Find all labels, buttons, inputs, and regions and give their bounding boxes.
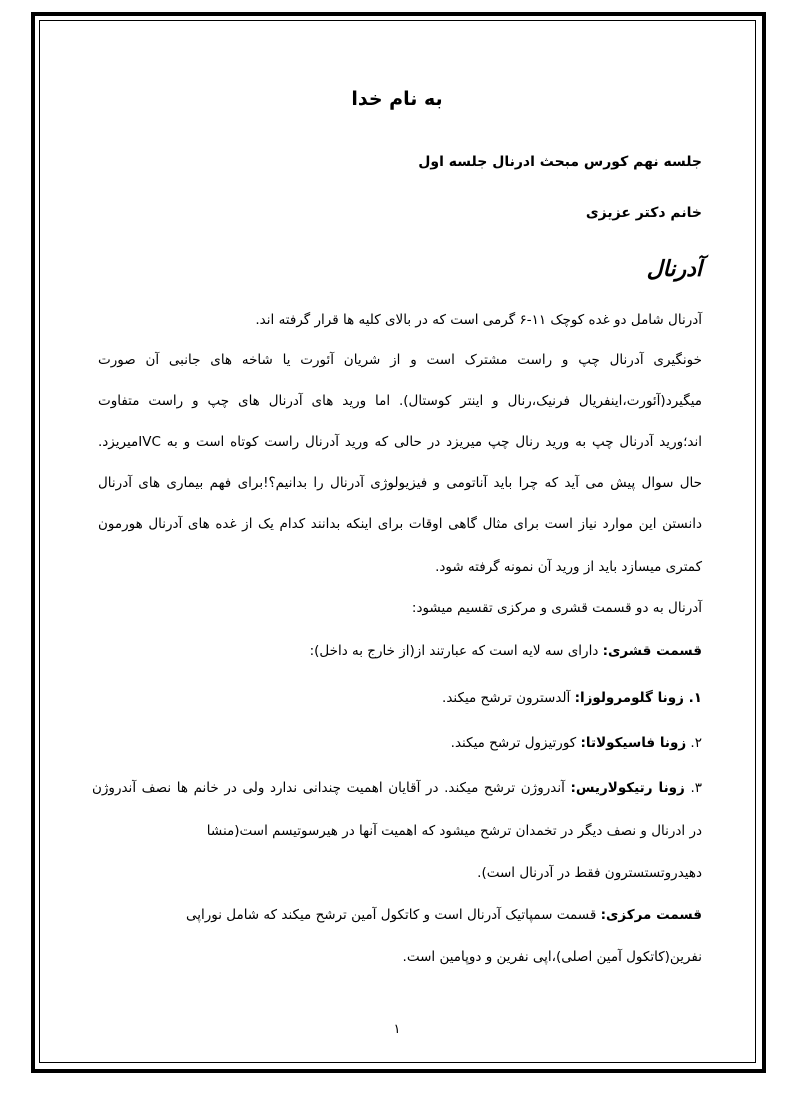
paragraph-line: نفرین(کاتکول آمین اصلی)،اپی نفرین و دوپامین است. bbox=[402, 949, 702, 965]
paragraph-line: آدرنال به دو قسمت قشری و مرکزی تقسیم میشود: bbox=[411, 600, 702, 616]
paragraph-line: آدرنال شامل دو غده کوچک ۱۱-۶ گرمی است که در بالای کلیه ها قرار گرفته اند. bbox=[255, 312, 702, 328]
session-line: جلسه نهم کورس مبحث ادرنال جلسه اول bbox=[418, 154, 702, 170]
cortex-label: قسمت قشری: bbox=[602, 643, 702, 659]
zone-name: زونا رتیکولاریس: bbox=[570, 780, 685, 796]
zone-number: ۱. bbox=[683, 690, 702, 706]
zone-name: زونا فاسیکولاتا: bbox=[580, 735, 687, 751]
medulla-line bbox=[98, 905, 702, 925]
zone-text: کورتیزول ترشح میکند. bbox=[450, 735, 581, 751]
zone-item bbox=[98, 733, 702, 753]
paragraph-line: کمتری میسازد باید از ورید آن نمونه گرفته شود. bbox=[435, 559, 702, 575]
zone-name: زونا گلومرولوزا: bbox=[574, 690, 684, 706]
paragraph-line: خونگیری آدرنال چپ و راست مشترک است و از شریان آئورت یا شاخه های جانبی آن صورت bbox=[98, 352, 702, 368]
medulla-text: قسمت سمپاتیک آدرنال است و کاتکول آمین ترشح میکند که شامل نوراپی bbox=[185, 907, 601, 923]
zone-item bbox=[98, 688, 702, 708]
zone-item bbox=[92, 778, 702, 798]
section-heading: آدرنال bbox=[646, 257, 702, 282]
paragraph-line: میگیرد(آئورت،اینفریال فرنیک،رنال و اینتر کوستال). اما ورید های آدرنال های چپ و راست متفاوت bbox=[98, 393, 702, 409]
medulla-label: قسمت مرکزی: bbox=[600, 907, 702, 923]
lecturer-name: خانم دکتر عزیزی bbox=[585, 205, 702, 221]
document-title: به نام خدا bbox=[351, 88, 443, 110]
paragraph-line: در ادرنال و نصف دیگر در تخمدان ترشح میشود که اهمیت آنها در هیرسوتیسم است(منشا bbox=[206, 823, 702, 839]
zone-text: آلدسترون ترشح میکند. bbox=[442, 690, 575, 706]
zone-number: ۲. bbox=[686, 735, 702, 751]
paragraph-line: اند؛ورید آدرنال چپ به ورید رنال چپ میریزد در حالی که ورید آدرنال راست کوتاه است و به IVCمیریزد. bbox=[98, 434, 702, 450]
paragraph-line: حال سوال پیش می آید که چرا باید آناتومی و فیزیولوژی آدرنال را بدانیم؟!برای فهم بیماری های آدرنال bbox=[98, 475, 702, 491]
cortex-text: دارای سه لایه است که عبارتند از(از خارج به داخل): bbox=[309, 643, 603, 659]
page-number: ۱ bbox=[393, 1022, 401, 1037]
paragraph-line: دانستن این موارد نیاز است برای مثال گاهی اوقات برای اینکه بدانند کدام یک از غده های آدرنال هورمون bbox=[98, 516, 702, 532]
zone-text: آندروژن ترشح میکند. در آقایان اهمیت چندانی ندارد ولی در خانم ها نصف آندروژن bbox=[92, 780, 571, 796]
cortex-line bbox=[98, 641, 702, 661]
paragraph-line: دهیدروتستسترون فقط در آدرنال است). bbox=[477, 865, 702, 881]
zone-number: ۳. bbox=[684, 780, 702, 796]
